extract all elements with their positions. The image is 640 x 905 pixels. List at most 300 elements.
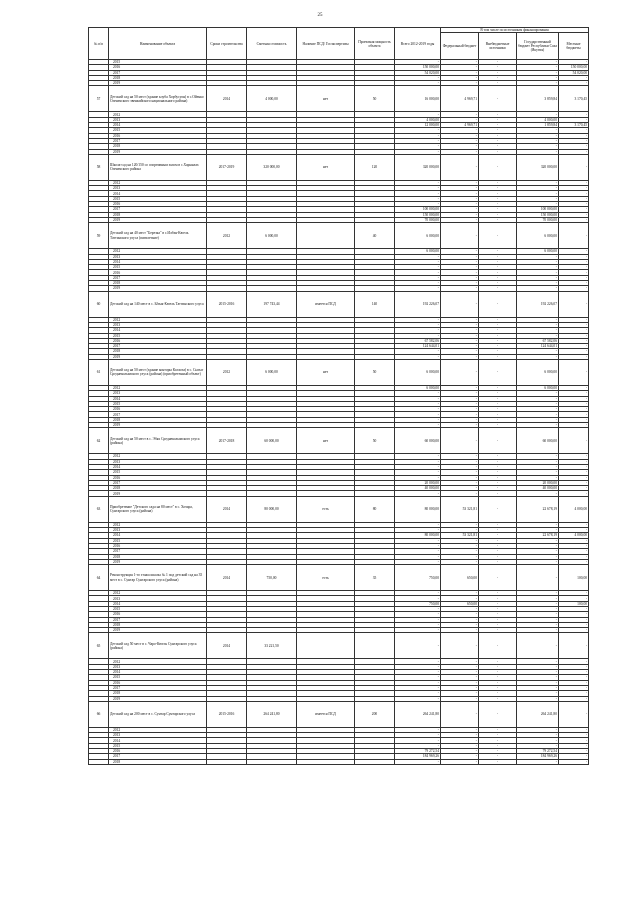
cell-year: 2012 bbox=[109, 112, 207, 117]
cell-republic: - bbox=[517, 565, 559, 591]
cell-local: - bbox=[559, 259, 589, 264]
cell-extrabudget: - bbox=[479, 259, 517, 264]
object-row bbox=[89, 633, 589, 659]
cell-extrabudget: - bbox=[479, 117, 517, 122]
cell-year: 2014 bbox=[109, 259, 207, 264]
cell-republic: - bbox=[517, 759, 559, 764]
cell-federal: - bbox=[441, 286, 479, 291]
cell-extrabudget: - bbox=[479, 475, 517, 480]
cell-federal: - bbox=[441, 265, 479, 270]
cell-year: 2019 bbox=[109, 696, 207, 701]
cell-federal: - bbox=[441, 617, 479, 622]
cell-cost: 320 000,00 bbox=[247, 154, 297, 180]
cell-republic: - bbox=[517, 186, 559, 191]
cell-federal: - bbox=[441, 591, 479, 596]
cell-federal: - bbox=[441, 359, 479, 385]
cell-republic: - bbox=[517, 464, 559, 469]
cell-local: - bbox=[559, 354, 589, 359]
cell-year: 2015 bbox=[109, 128, 207, 133]
cell-federal: - bbox=[441, 217, 479, 222]
cell-republic: - bbox=[517, 664, 559, 669]
cell-republic: - bbox=[517, 675, 559, 680]
cell-total: 264 241,80 bbox=[395, 701, 441, 727]
cell-year: 2017 bbox=[109, 344, 207, 349]
cell-federal: - bbox=[441, 464, 479, 469]
cell-total: - bbox=[395, 685, 441, 690]
cell-extrabudget: - bbox=[479, 270, 517, 275]
cell-extrabudget: - bbox=[479, 754, 517, 759]
cell-federal: - bbox=[441, 270, 479, 275]
cell-local: - bbox=[559, 480, 589, 485]
cell-local: - bbox=[559, 270, 589, 275]
cell-federal: - bbox=[441, 128, 479, 133]
cell-year: 2017 bbox=[109, 617, 207, 622]
cell-year: 2014 bbox=[109, 396, 207, 401]
cell-extrabudget: - bbox=[479, 454, 517, 459]
cell-federal: 650,00 bbox=[441, 601, 479, 606]
cell-federal: - bbox=[441, 401, 479, 406]
cell-year: 2016 bbox=[109, 543, 207, 548]
cell-federal: - bbox=[441, 317, 479, 322]
cell-republic: - bbox=[517, 60, 559, 65]
cell-republic: 150 000,00 bbox=[517, 212, 559, 217]
cell-extrabudget: - bbox=[479, 133, 517, 138]
col-header-republic: Государственный бюджет Республики Саха (Якутия) bbox=[517, 33, 559, 60]
cell-year: 2015 bbox=[109, 470, 207, 475]
cell-psd: нет bbox=[297, 359, 355, 385]
cell-federal: - bbox=[441, 559, 479, 564]
cell-federal: - bbox=[441, 328, 479, 333]
col-header-capacity: Проектная мощность объекта bbox=[355, 28, 395, 60]
cell-total: - bbox=[395, 759, 441, 764]
page-number: 25 bbox=[317, 13, 323, 18]
cell-federal: - bbox=[441, 549, 479, 554]
cell-total: - bbox=[395, 149, 441, 154]
cell-total: - bbox=[395, 128, 441, 133]
cell-period: 2012 bbox=[207, 359, 247, 385]
cell-extrabudget: - bbox=[479, 659, 517, 664]
cell-local: - bbox=[559, 491, 589, 496]
cell-extrabudget: - bbox=[479, 112, 517, 117]
cell-year: 2019 bbox=[109, 81, 207, 86]
cell-federal: - bbox=[441, 696, 479, 701]
cell-name: Детский сад на 50 мест (здание клуба Хорбусуон) в с.Ойенко Оленекского эвенкийского национального района) bbox=[109, 86, 207, 112]
cell-local: - bbox=[559, 470, 589, 475]
cell-year: 2017 bbox=[109, 549, 207, 554]
cell-federal: - bbox=[441, 344, 479, 349]
cell-total: - bbox=[395, 354, 441, 359]
cell-republic: 6 000,00 bbox=[517, 249, 559, 254]
cell-total: - bbox=[395, 559, 441, 564]
cell-year: 2016 bbox=[109, 680, 207, 685]
cell-local: - bbox=[559, 396, 589, 401]
cell-local: - bbox=[559, 322, 589, 327]
cell-federal: 650,00 bbox=[441, 565, 479, 591]
cell-extrabudget: - bbox=[479, 207, 517, 212]
cell-local: - bbox=[559, 423, 589, 428]
cell-federal: - bbox=[441, 607, 479, 612]
cell-federal: - bbox=[441, 291, 479, 317]
cell-total: - bbox=[395, 391, 441, 396]
cell-republic: - bbox=[517, 144, 559, 149]
cell-capacity: 35 bbox=[355, 565, 395, 591]
cell-total: - bbox=[395, 591, 441, 596]
col-header-local: Местные бюджеты bbox=[559, 33, 589, 60]
cell-local: - bbox=[559, 191, 589, 196]
cell-cost: 6 000,00 bbox=[247, 359, 297, 385]
cell-republic: - bbox=[517, 328, 559, 333]
cell-year: 2014 bbox=[109, 328, 207, 333]
cell-local: - bbox=[559, 317, 589, 322]
cell-republic: 192 226,07 bbox=[517, 291, 559, 317]
cell-local: - bbox=[559, 617, 589, 622]
cell-year: 2013 bbox=[109, 528, 207, 533]
cell-cost: 750,00 bbox=[247, 565, 297, 591]
cell-extrabudget: - bbox=[479, 543, 517, 548]
cell-total: - bbox=[395, 265, 441, 270]
cell-local: - bbox=[559, 685, 589, 690]
cell-total: - bbox=[395, 81, 441, 86]
cell-psd bbox=[297, 633, 355, 659]
cell-republic: - bbox=[517, 680, 559, 685]
cell-federal: - bbox=[441, 675, 479, 680]
cell-republic: - bbox=[517, 281, 559, 286]
cell-total: - bbox=[395, 554, 441, 559]
cell-republic: 184 969,26 bbox=[517, 754, 559, 759]
cell-local: - bbox=[559, 680, 589, 685]
cell-extrabudget: - bbox=[479, 212, 517, 217]
cell-year: 2019 bbox=[109, 423, 207, 428]
cell-republic: - bbox=[517, 317, 559, 322]
cell-federal: - bbox=[441, 60, 479, 65]
object-row bbox=[89, 496, 589, 522]
cell-year: 2018 bbox=[109, 144, 207, 149]
cell-federal: - bbox=[441, 738, 479, 743]
cell-local: - bbox=[559, 596, 589, 601]
cell-total: - bbox=[395, 144, 441, 149]
cell-republic: - bbox=[517, 591, 559, 596]
cell-name: Детский сад на 140 мест в с. Ытык-Кюель Таттинского улуса bbox=[109, 291, 207, 317]
cell-extrabudget: - bbox=[479, 596, 517, 601]
cell-federal: - bbox=[441, 633, 479, 659]
cell-year: 2016 bbox=[109, 475, 207, 480]
cell-year: 2019 bbox=[109, 628, 207, 633]
cell-extrabudget: - bbox=[479, 391, 517, 396]
cell-extrabudget: - bbox=[479, 664, 517, 669]
cell-year: 2015 bbox=[109, 60, 207, 65]
cell-extrabudget: - bbox=[479, 86, 517, 112]
cell-year: 2018 bbox=[109, 212, 207, 217]
cell-federal: - bbox=[441, 622, 479, 627]
cell-federal: 53 321,81 bbox=[441, 533, 479, 538]
cell-local: - bbox=[559, 138, 589, 143]
cell-republic: 79 272,54 bbox=[517, 749, 559, 754]
cell-year: 2016 bbox=[109, 749, 207, 754]
cell-republic: - bbox=[517, 696, 559, 701]
cell-federal: - bbox=[441, 112, 479, 117]
cell-year: 2015 bbox=[109, 675, 207, 680]
cell-capacity: 120 bbox=[355, 154, 395, 180]
cell-year: 2016 bbox=[109, 202, 207, 207]
cell-local: - bbox=[559, 622, 589, 627]
cell-extrabudget: - bbox=[479, 423, 517, 428]
cell-federal: - bbox=[441, 338, 479, 343]
cell-extrabudget: - bbox=[479, 559, 517, 564]
col-header-period: Сроки строительства bbox=[207, 28, 247, 60]
cell-no: 63 bbox=[89, 496, 109, 522]
cell-no: 57 bbox=[89, 86, 109, 112]
cell-federal: 4 969,71 bbox=[441, 123, 479, 128]
cell-total: - bbox=[395, 733, 441, 738]
cell-extrabudget: - bbox=[479, 286, 517, 291]
cell-republic: - bbox=[517, 75, 559, 80]
cell-local: - bbox=[559, 454, 589, 459]
cell-federal: - bbox=[441, 754, 479, 759]
cell-republic: 67 582,06 bbox=[517, 338, 559, 343]
cell-republic: - bbox=[517, 622, 559, 627]
object-row bbox=[89, 359, 589, 385]
cell-extrabudget: - bbox=[479, 354, 517, 359]
cell-extrabudget: - bbox=[479, 291, 517, 317]
cell-total: - bbox=[395, 691, 441, 696]
cell-local: 3 170,45 bbox=[559, 123, 589, 128]
col-header-name: Наименование объекта bbox=[109, 28, 207, 60]
cell-local: - bbox=[559, 81, 589, 86]
cell-total: - bbox=[395, 412, 441, 417]
cell-total: - bbox=[395, 464, 441, 469]
cell-republic: - bbox=[517, 612, 559, 617]
cell-total: - bbox=[395, 333, 441, 338]
year-row bbox=[89, 759, 589, 764]
cell-year: 2014 bbox=[109, 191, 207, 196]
cell-federal: - bbox=[441, 249, 479, 254]
cell-extrabudget: - bbox=[479, 65, 517, 70]
cell-extrabudget: - bbox=[479, 496, 517, 522]
object-row bbox=[89, 154, 589, 180]
cell-republic: - bbox=[517, 259, 559, 264]
cell-extrabudget: - bbox=[479, 486, 517, 491]
cell-total: 20 000,00 bbox=[395, 480, 441, 485]
cell-federal: - bbox=[441, 480, 479, 485]
cell-republic: - bbox=[517, 333, 559, 338]
cell-extrabudget: - bbox=[479, 407, 517, 412]
cell-year: 2017 bbox=[109, 70, 207, 75]
cell-total: - bbox=[395, 549, 441, 554]
cell-republic: 1 859,84 bbox=[517, 123, 559, 128]
cell-federal: - bbox=[441, 202, 479, 207]
cell-total: 6 000,00 bbox=[395, 249, 441, 254]
cell-year: 2015 bbox=[109, 333, 207, 338]
cell-local: - bbox=[559, 154, 589, 180]
cell-federal: - bbox=[441, 733, 479, 738]
col-header-federal: Федеральный бюджет bbox=[441, 33, 479, 60]
cell-federal: - bbox=[441, 65, 479, 70]
cell-federal: - bbox=[441, 385, 479, 390]
cell-local: - bbox=[559, 207, 589, 212]
cell-federal: - bbox=[441, 412, 479, 417]
cell-federal: - bbox=[441, 486, 479, 491]
cell-federal: - bbox=[441, 475, 479, 480]
cell-total: 750,00 bbox=[395, 601, 441, 606]
cell-no: 64 bbox=[89, 565, 109, 591]
cell-republic: - bbox=[517, 559, 559, 564]
cell-extrabudget: - bbox=[479, 622, 517, 627]
cell-extrabudget: - bbox=[479, 123, 517, 128]
cell-cost: 264 241,80 bbox=[247, 701, 297, 727]
cell-local: 150 000,00 bbox=[559, 65, 589, 70]
cell-total: - bbox=[395, 202, 441, 207]
cell-local: - bbox=[559, 338, 589, 343]
cell-total: - bbox=[395, 628, 441, 633]
cell-extrabudget: - bbox=[479, 275, 517, 280]
cell-local: - bbox=[559, 186, 589, 191]
cell-capacity bbox=[355, 633, 395, 659]
cell-federal: - bbox=[441, 322, 479, 327]
cell-total: - bbox=[395, 475, 441, 480]
cell-total: 320 000,00 bbox=[395, 154, 441, 180]
cell-republic: - bbox=[517, 607, 559, 612]
cell-republic: - bbox=[517, 401, 559, 406]
cell-extrabudget: - bbox=[479, 349, 517, 354]
cell-republic: 20 000,00 bbox=[517, 480, 559, 485]
cell-republic: - bbox=[517, 112, 559, 117]
cell-local: - bbox=[559, 344, 589, 349]
cell-republic: 6 000,00 bbox=[517, 385, 559, 390]
object-row bbox=[89, 223, 589, 249]
cell-federal: - bbox=[441, 680, 479, 685]
cell-year: 2014 bbox=[109, 123, 207, 128]
cell-local: - bbox=[559, 543, 589, 548]
cell-extrabudget: - bbox=[479, 180, 517, 185]
cell-total: 124 644,01 bbox=[395, 344, 441, 349]
cell-total: 80 000,00 bbox=[395, 496, 441, 522]
object-row bbox=[89, 565, 589, 591]
cell-federal: - bbox=[441, 759, 479, 764]
cell-republic: - bbox=[517, 470, 559, 475]
cell-federal: - bbox=[441, 212, 479, 217]
cell-local: - bbox=[559, 475, 589, 480]
cell-republic: - bbox=[517, 138, 559, 143]
cell-federal: - bbox=[441, 191, 479, 196]
cell-psd: имеется ПСД bbox=[297, 701, 355, 727]
cell-year: 2014 bbox=[109, 670, 207, 675]
cell-local: 100,00 bbox=[559, 601, 589, 606]
cell-cost: 60 000,00 bbox=[247, 428, 297, 454]
cell-no: 66 bbox=[89, 701, 109, 727]
cell-extrabudget: - bbox=[479, 480, 517, 485]
cell-year: 2014 bbox=[109, 738, 207, 743]
cell-republic: - bbox=[517, 659, 559, 664]
cell-local: - bbox=[559, 407, 589, 412]
cell-local: - bbox=[559, 759, 589, 764]
cell-year: 2013 bbox=[109, 664, 207, 669]
cell-total: 150 000,00 bbox=[395, 212, 441, 217]
cell-republic: 60 000,00 bbox=[517, 428, 559, 454]
cell-total: - bbox=[395, 60, 441, 65]
cell-total: - bbox=[395, 664, 441, 669]
cell-total: 12 000,00 bbox=[395, 123, 441, 128]
cell-local: - bbox=[559, 528, 589, 533]
cell-extrabudget: - bbox=[479, 743, 517, 748]
cell-period: 2012 bbox=[207, 223, 247, 249]
cell-local: - bbox=[559, 117, 589, 122]
cell-federal: 53 321,81 bbox=[441, 496, 479, 522]
cell-republic: - bbox=[517, 349, 559, 354]
cell-federal: - bbox=[441, 259, 479, 264]
cell-local: - bbox=[559, 60, 589, 65]
col-header-extrabudget: Внебюджетные источники bbox=[479, 33, 517, 60]
cell-total: 80 000,00 bbox=[395, 533, 441, 538]
cell-total: - bbox=[395, 612, 441, 617]
cell-local: - bbox=[559, 522, 589, 527]
cell-local: - bbox=[559, 212, 589, 217]
cell-local: - bbox=[559, 144, 589, 149]
cell-extrabudget: - bbox=[479, 565, 517, 591]
cell-extrabudget: - bbox=[479, 617, 517, 622]
cell-cost: 4 000,00 bbox=[247, 86, 297, 112]
cell-local: - bbox=[559, 349, 589, 354]
cell-year: 2012 bbox=[109, 454, 207, 459]
cell-local: - bbox=[559, 75, 589, 80]
cell-year: 2013 bbox=[109, 117, 207, 122]
cell-federal: - bbox=[441, 417, 479, 422]
cell-federal: - bbox=[441, 522, 479, 527]
cell-republic: - bbox=[517, 549, 559, 554]
cell-extrabudget: - bbox=[479, 675, 517, 680]
cell-capacity: 80 bbox=[355, 496, 395, 522]
cell-year: 2013 bbox=[109, 459, 207, 464]
cell-psd: есть bbox=[297, 496, 355, 522]
cell-federal: - bbox=[441, 685, 479, 690]
cell-period: 2015-2016 bbox=[207, 291, 247, 317]
cell-year: 2016 bbox=[109, 65, 207, 70]
cell-republic: 22 678,19 bbox=[517, 533, 559, 538]
cell-year: 2017 bbox=[109, 207, 207, 212]
cell-extrabudget: - bbox=[479, 317, 517, 322]
cell-total: 6 000,00 bbox=[395, 359, 441, 385]
cell-extrabudget: - bbox=[479, 138, 517, 143]
cell-local: - bbox=[559, 385, 589, 390]
cell-federal: - bbox=[441, 196, 479, 201]
cell-total: - bbox=[395, 133, 441, 138]
cell-total: - bbox=[395, 270, 441, 275]
cell-local: - bbox=[559, 291, 589, 317]
cell-republic: 264 241,80 bbox=[517, 701, 559, 727]
cell-extrabudget: - bbox=[479, 685, 517, 690]
cell-capacity bbox=[355, 759, 395, 764]
cell-local: - bbox=[559, 217, 589, 222]
cell-year: 2018 bbox=[109, 554, 207, 559]
cell-year: 2015 bbox=[109, 607, 207, 612]
cell-year: 2013 bbox=[109, 596, 207, 601]
cell-extrabudget: - bbox=[479, 75, 517, 80]
cell-federal: - bbox=[441, 207, 479, 212]
cell-total: - bbox=[395, 743, 441, 748]
cell-extrabudget: - bbox=[479, 628, 517, 633]
cell-year: 2013 bbox=[109, 186, 207, 191]
financing-table bbox=[88, 27, 589, 765]
col-header-funding-group: В том числе по источникам финансирования bbox=[441, 28, 589, 33]
cell-federal: - bbox=[441, 144, 479, 149]
cell-year: 2019 bbox=[109, 491, 207, 496]
cell-extrabudget: - bbox=[479, 680, 517, 685]
cell-republic: - bbox=[517, 601, 559, 606]
cell-local: - bbox=[559, 254, 589, 259]
cell-year: 2015 bbox=[109, 401, 207, 406]
cell-extrabudget: - bbox=[479, 491, 517, 496]
cell-extrabudget: - bbox=[479, 428, 517, 454]
cell-federal: 4 969,71 bbox=[441, 86, 479, 112]
